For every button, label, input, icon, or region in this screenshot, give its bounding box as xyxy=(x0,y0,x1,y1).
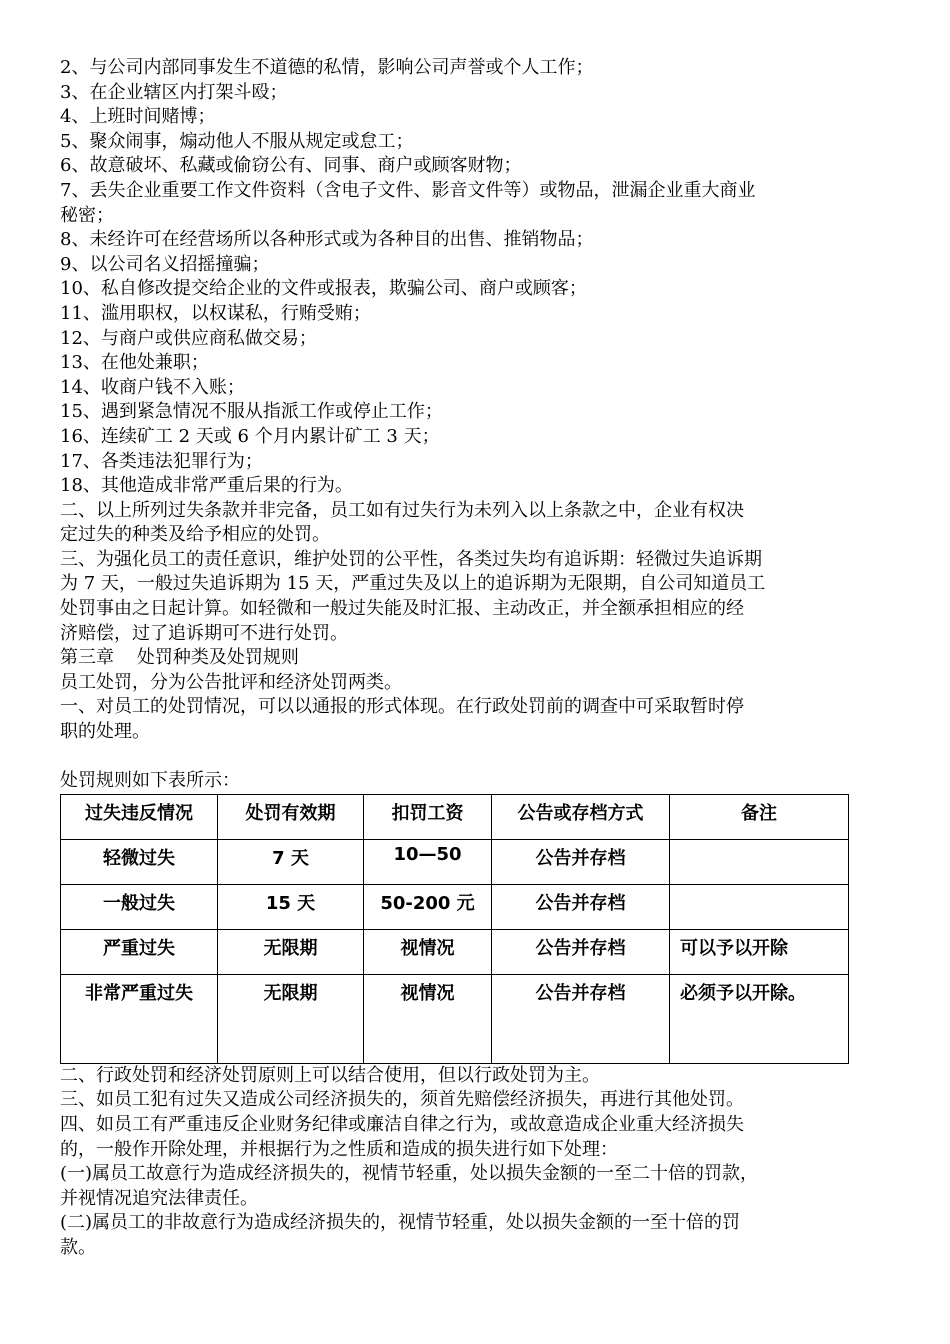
table-header-cell: 处罚有效期 xyxy=(218,794,364,839)
list-item: 5、聚众闹事，煽动他人不服从规定或怠工； xyxy=(60,130,414,152)
paragraph-three xyxy=(60,548,905,646)
list-item: 18、其他造成非常严重后果的行为。 xyxy=(60,475,353,497)
document-page xyxy=(60,56,905,1261)
table-header-cell: 公告或存档方式 xyxy=(492,794,670,839)
table-cell: 公告并存档 xyxy=(492,974,670,1063)
blank-line xyxy=(60,745,905,770)
paragraph-line: 款。 xyxy=(60,1236,96,1258)
table-cell xyxy=(670,884,849,929)
paragraph-two xyxy=(60,499,905,548)
list-item: 14、收商户钱不入账； xyxy=(60,376,245,398)
paragraph-line: 职的处理。 xyxy=(60,721,150,743)
paragraph-line: (二)属员工的非故意行为造成经济损失的，视情节轻重，处以损失金额的一至十倍的罚 xyxy=(60,1212,741,1234)
table-row xyxy=(61,839,849,884)
table-cell: 无限期 xyxy=(218,929,364,974)
table-cell: 无限期 xyxy=(218,974,364,1063)
list-item: 15、遇到紧急情况不服从指派工作或停止工作； xyxy=(60,401,443,423)
table-cell: 公告并存档 xyxy=(492,884,670,929)
list-item: 9、以公司名义招摇撞骗； xyxy=(60,253,270,275)
paragraph-line: 四、如员工有严重违反企业财务纪律或廉洁自律之行为，或故意造成企业重大经济损失 xyxy=(60,1114,744,1135)
table-row xyxy=(61,929,849,974)
table-cell: 公告并存档 xyxy=(492,929,670,974)
paragraph-line: 二、以上所列过失条款并非完备，员工如有过失行为未列入以上条款之中，企业有权决 xyxy=(60,499,744,521)
list-item: 13、在他处兼职； xyxy=(60,352,209,374)
table-row xyxy=(61,974,849,1063)
table-header-row xyxy=(61,794,849,839)
table-header-cell: 备注 xyxy=(670,794,849,839)
paragraph-line: 二、行政处罚和经济处罚原则上可以结合使用，但以行政处罚为主。 xyxy=(60,1064,600,1086)
paragraph-line: 三、为强化员工的责任意识，维护处罚的公平性，各类过失均有追诉期：轻微过失追诉期 xyxy=(60,548,762,570)
paragraph-line: 济赔偿，过了追诉期可不进行处罚。 xyxy=(60,622,348,644)
list-item: 12、与商户或供应商私做交易； xyxy=(60,327,317,349)
table-cell: 必须予以开除。 xyxy=(670,974,849,1063)
table-cell: 轻微过失 xyxy=(61,839,218,884)
list-item: 11、滥用职权，以权谋私，行贿受贿； xyxy=(60,302,371,324)
list-item: 2、与公司内部同事发生不道德的私情，影响公司声誉或个人工作； xyxy=(60,57,594,78)
table-cell: 7 天 xyxy=(218,839,364,884)
table-row xyxy=(61,884,849,929)
paragraph-line: 三、如员工犯有过失又造成公司经济损失的，须首先赔偿经济损失，再进行其他处罚。 xyxy=(60,1089,744,1111)
penalty-table xyxy=(60,794,849,1064)
paragraph-one xyxy=(60,695,905,744)
list-item: 秘密； xyxy=(60,204,114,226)
table-cell: 10—50 xyxy=(364,839,492,884)
list-item: 4、上班时间赌博； xyxy=(60,106,216,128)
chapter-intro: 员工处罚，分为公告批评和经济处罚两类。 xyxy=(60,671,402,693)
chapter-title: 第三章 处罚种类及处罚规则 xyxy=(60,647,299,669)
paragraph-line: 定过失的种类及给予相应的处罚。 xyxy=(60,524,330,546)
list-item: 17、各类违法犯罪行为； xyxy=(60,450,263,472)
table-cell: 视情况 xyxy=(364,974,492,1063)
table-cell: 严重过失 xyxy=(61,929,218,974)
paragraph-line: (一)属员工故意行为造成经济损失的，视情节轻重，处以损失金额的一至二十倍的罚款， xyxy=(60,1163,759,1185)
table-cell: 可以予以开除 xyxy=(670,929,849,974)
table-header-cell: 过失违反情况 xyxy=(61,794,218,839)
table-header-cell: 扣罚工资 xyxy=(364,794,492,839)
violation-list xyxy=(60,56,905,499)
paragraph-line: 并视情况追究法律责任。 xyxy=(60,1187,258,1209)
table-cell: 公告并存档 xyxy=(492,839,670,884)
table-cell: 50-200 元 xyxy=(364,884,492,929)
paragraph-line: 的，一般作开除处理，并根据行为之性质和造成的损失进行如下处理： xyxy=(60,1138,618,1160)
paragraph-line: 为 7 天，一般过失追诉期为 15 天，严重过失及以上的追诉期为无限期，自公司知道员工 xyxy=(60,573,766,595)
list-item: 6、故意破坏、私藏或偷窃公有、同事、商户或顾客财物； xyxy=(60,155,522,177)
table-cell: 15 天 xyxy=(218,884,364,929)
table-cell: 非常严重过失 xyxy=(61,974,218,1063)
list-item: 10、私自修改提交给企业的文件或报表，欺骗公司、商户或顾客； xyxy=(60,278,587,300)
list-item: 7、丢失企业重要工作文件资料（含电子文件、影音文件等）或物品，泄漏企业重大商业 xyxy=(60,179,756,201)
bottom-rules xyxy=(60,1064,905,1261)
table-cell: 视情况 xyxy=(364,929,492,974)
paragraph-line: 一、对员工的处罚情况，可以以通报的形式体现。在行政处罚前的调查中可采取暂时停 xyxy=(60,696,744,718)
table-cell: 一般过失 xyxy=(61,884,218,929)
paragraph-line: 处罚事由之日起计算。如轻微和一般过失能及时汇报、主动改正，并全额承担相应的经 xyxy=(60,598,744,620)
list-item: 16、连续矿工 2 天或 6 个月内累计矿工 3 天； xyxy=(60,425,440,447)
list-item: 3、在企业辖区内打架斗殴； xyxy=(60,81,288,103)
table-intro: 处罚规则如下表所示： xyxy=(60,770,240,792)
table-cell xyxy=(670,839,849,884)
list-item: 8、未经许可在经营场所以各种形式或为各种目的出售、推销物品； xyxy=(60,229,594,251)
